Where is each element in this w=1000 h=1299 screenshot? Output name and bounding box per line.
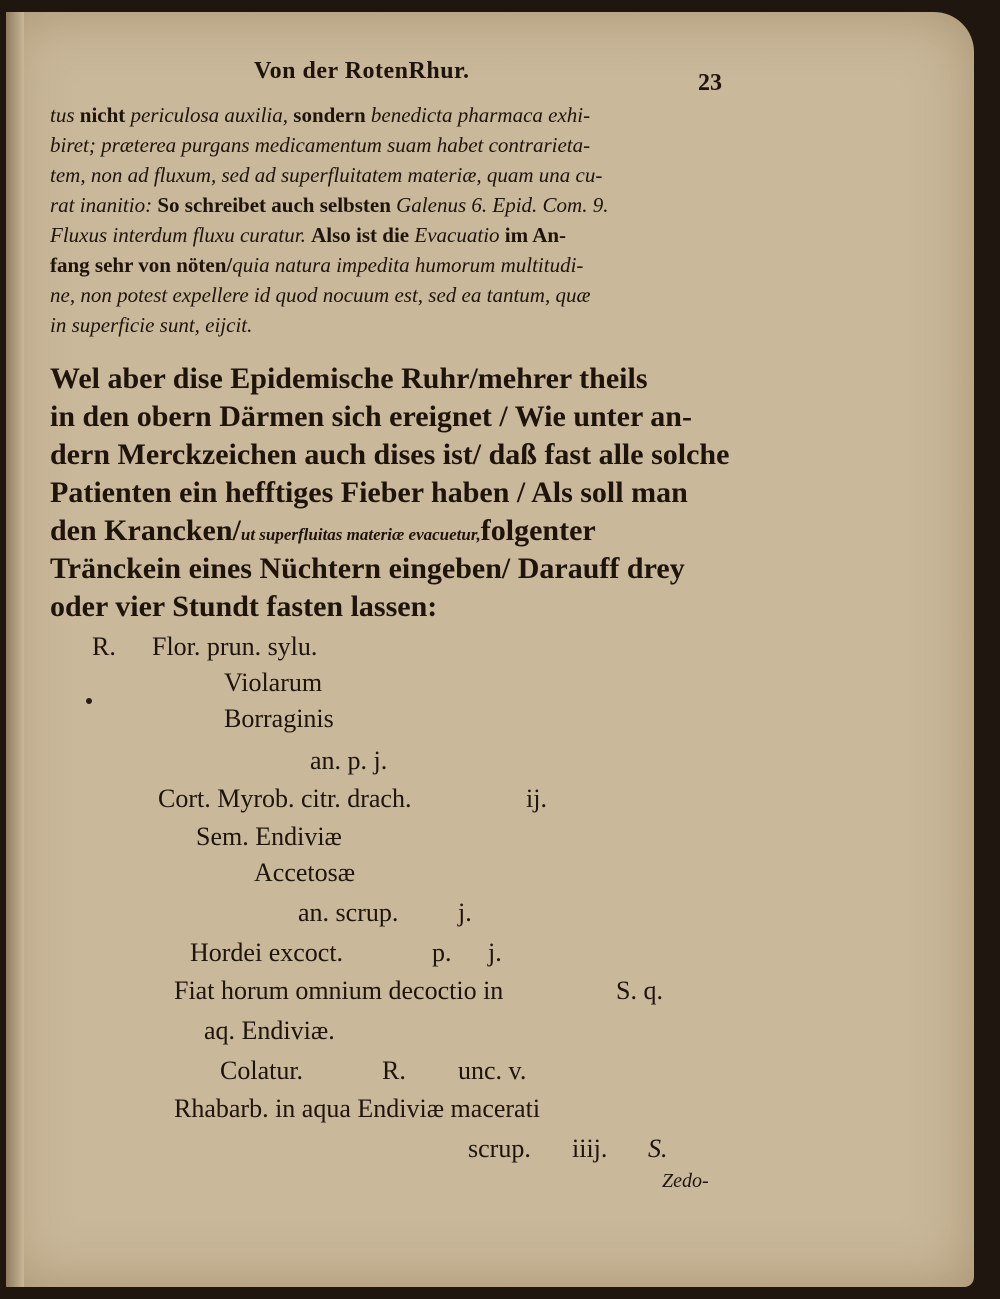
latin-paragraph bbox=[50, 100, 736, 340]
text-line: dern Merckzeichen auch dises ist/ daß fast alle solche bbox=[50, 438, 730, 471]
recipe-ingredient: Borraginis bbox=[224, 704, 334, 733]
recipe-symbol: R. bbox=[382, 1056, 406, 1085]
text-line: Fluxus interdum fluxu curatur. Also ist die Evacuatio im An- bbox=[50, 223, 567, 247]
text-line: rat inanitio: So schreibet auch selbsten Galenus 6. Epid. Com. 9. bbox=[50, 193, 609, 217]
text-line: Tränckein eines Nüchtern eingeben/ Darauff drey bbox=[50, 552, 685, 585]
recipe-quantity: an. p. j. bbox=[310, 746, 388, 775]
recipe-quantity: scrup. bbox=[468, 1134, 531, 1163]
recipe-quantity: p. bbox=[432, 938, 452, 967]
text-line: Patienten ein hefftiges Fieber haben / Als soll man bbox=[50, 476, 688, 509]
recipe-instruction: Fiat horum omnium decoctio in bbox=[174, 976, 504, 1005]
recipe-quantity: j. bbox=[488, 938, 502, 967]
recipe-ingredient: Hordei excoct. bbox=[190, 938, 344, 967]
page-gutter bbox=[6, 12, 24, 1287]
catchword: Zedo- bbox=[662, 1170, 709, 1192]
recipe-symbol: S. bbox=[648, 1134, 668, 1163]
text-line: fang sehr von nöten/quia natura impedita humorum multitudi- bbox=[50, 253, 584, 277]
text-line: biret; præterea purgans medicamentum suam habet contrarieta- bbox=[50, 133, 591, 157]
text-line: den Krancken/ut superfluitas materiæ evacuetur,folgenter bbox=[50, 514, 596, 547]
recipe-ingredient: Accetosæ bbox=[254, 858, 356, 887]
recipe-quantity: S. q. bbox=[616, 976, 663, 1005]
recipe-quantity: j. bbox=[458, 898, 472, 927]
ink-speck bbox=[86, 698, 92, 704]
recipe-quantity: unc. v. bbox=[458, 1056, 527, 1085]
recipe-ingredient: Violarum bbox=[224, 668, 323, 697]
text-line: in den obern Därmen sich ereignet / Wie unter an- bbox=[50, 400, 692, 433]
running-title: Von der RotenRhur. bbox=[254, 58, 470, 84]
text-line: Wel aber dise Epidemische Ruhr/mehrer theils bbox=[50, 362, 648, 395]
recipe-ingredient: Rhabarb. in aqua Endiviæ macerati bbox=[174, 1094, 541, 1123]
recipe-ingredient: Cort. Myrob. citr. drach. bbox=[158, 784, 412, 813]
text-line: oder vier Stundt fasten lassen: bbox=[50, 590, 438, 623]
page-number: 23 bbox=[698, 70, 722, 96]
german-paragraph bbox=[50, 360, 740, 626]
recipe-quantity: an. scrup. bbox=[298, 898, 399, 927]
recipe-symbol: R. bbox=[92, 632, 116, 661]
text-line: tus nicht periculosa auxilia, sondern benedicta pharmaca exhi- bbox=[50, 103, 591, 127]
text-line: in superficie sunt, eijcit. bbox=[50, 313, 253, 337]
recipe-ingredient: Flor. prun. sylu. bbox=[152, 632, 318, 661]
recipe-quantity: ij. bbox=[526, 784, 547, 813]
recipe-instruction: Colatur. bbox=[220, 1056, 304, 1085]
recipe-quantity: iiij. bbox=[572, 1134, 608, 1163]
recipe-ingredient: Sem. Endiviæ bbox=[196, 822, 342, 851]
recipe-ingredient: aq. Endiviæ. bbox=[204, 1016, 335, 1045]
text-line: tem, non ad fluxum, sed ad superfluitatem materiæ, quam una cu- bbox=[50, 163, 603, 187]
text-line: ne, non potest expellere id quod nocuum est, sed ea tantum, quæ bbox=[50, 283, 591, 307]
